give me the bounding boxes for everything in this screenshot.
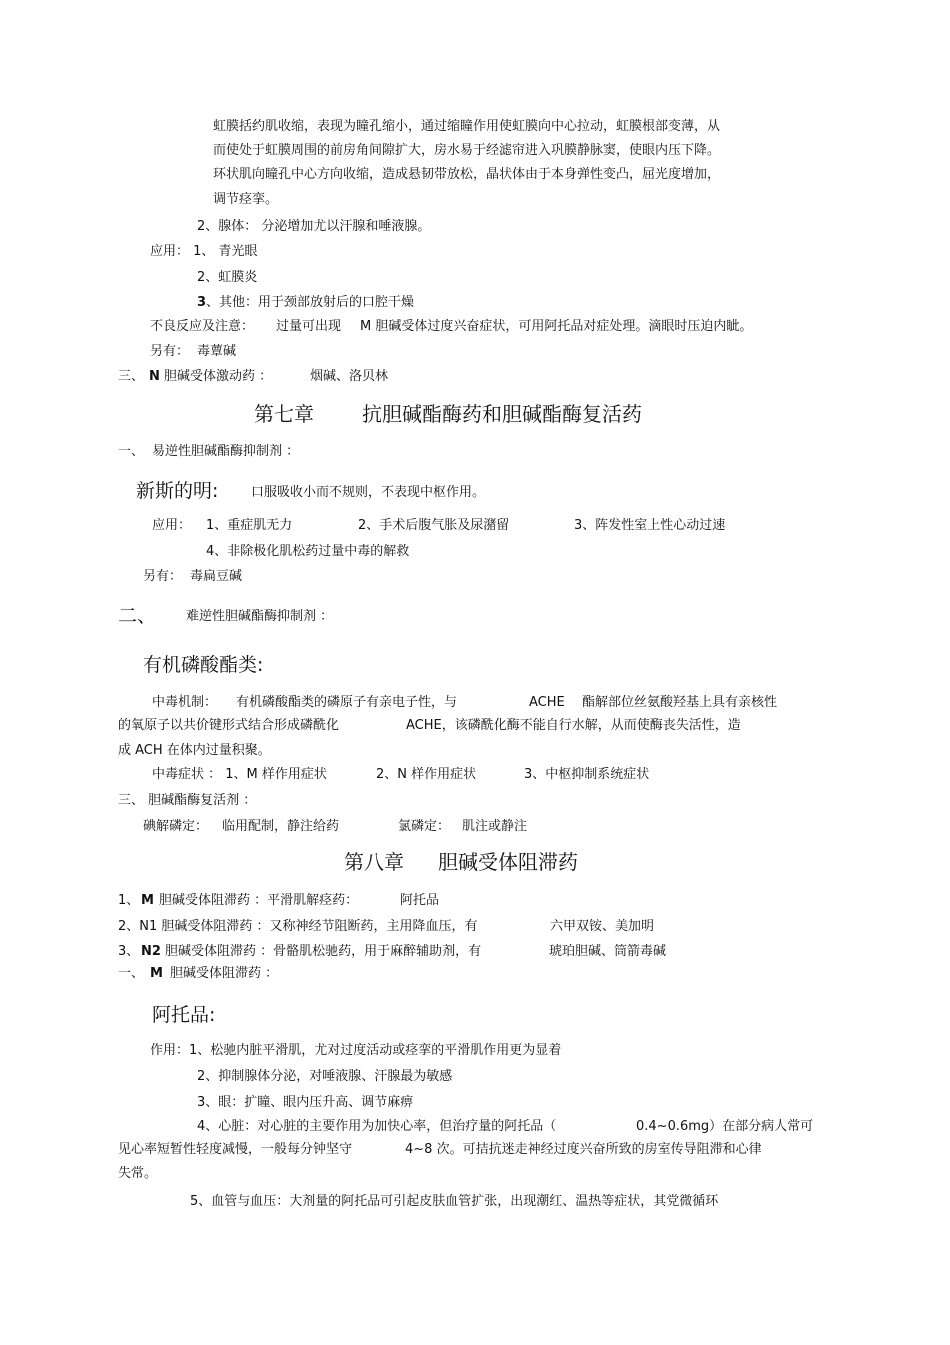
text-fragment: 琥珀胆碱、筒箭毒碱	[549, 944, 667, 959]
text-fragment: M	[150, 966, 163, 981]
section-heading: 难逆性胆碱酯酶抑制剂 ：	[186, 609, 334, 624]
text-line: 作用：1、松驰内脏平滑肌，尤对过度活动或痉挛的平滑肌作用更为显着	[150, 1043, 562, 1058]
text-line: 5、血管与血压：大剂量的阿托品可引起皮肤血管扩张，出现潮红、温热等症状，其党微循环	[190, 1194, 719, 1209]
text-line: 口服吸收小而不规则，不表现中枢作用。	[251, 485, 486, 500]
text-fragment: 酯解部位丝氨酸羟基上具有亲核性	[582, 695, 778, 710]
drug-heading: 有机磷酸酯类:	[143, 654, 264, 676]
text-line: M 胆碱受体过度兴奋症状，可用阿托品对症处理。滴眼时压迫内眦。	[360, 319, 753, 334]
text-line: 3、眼：扩瞳、眼内压升高、调节麻痹	[197, 1095, 414, 1110]
text-line: 、其他：用于颈部放射后的口腔干燥	[206, 295, 415, 310]
chapter-title: 第七章	[254, 402, 314, 426]
text-line: 虹膜括约肌收缩，表现为瞳孔缩小，通过缩瞳作用使虹膜向中心拉动，虹膜根部变薄，从	[213, 119, 721, 134]
text-fragment: 过量可出现	[276, 319, 342, 334]
text-fragment: 3、阵发性室上性心动过速	[574, 518, 726, 533]
text-fragment: 4、心脏：对心脏的主要作用为加快心率，但治疗量的阿托品（	[197, 1119, 557, 1134]
text-fragment: 2、N 样作用症状	[376, 767, 477, 782]
text-fragment: 胆碱受体阻滞药 ：平滑肌解痉药：	[159, 893, 359, 908]
text-fragment: 中毒机制：	[152, 695, 218, 710]
text-fragment: 胆碱受体阻滞药 ：骨骼肌松驰药，用于麻醉辅助剂，有	[165, 944, 482, 959]
chapter-title: 抗胆碱酯酶药和胆碱酯酶复活药	[362, 402, 642, 426]
text-line: 4、非除极化肌松药过量中毒的解救	[206, 544, 410, 559]
text-fragment: 的氧原子以共价键形式结合形成磷酰化	[118, 718, 340, 733]
text-fragment: 中毒症状 ： 1、M 样作用症状	[152, 767, 327, 782]
text-fragment: 3、中枢抑制系统症状	[524, 767, 650, 782]
text-fragment: 应用：	[152, 518, 192, 533]
text-fragment: 1、	[118, 893, 140, 908]
text-fragment: N	[149, 369, 160, 384]
text-fragment: M	[141, 893, 154, 908]
text-fragment: 氯磷定：	[398, 819, 451, 834]
text-fragment: 烟碱、洛贝林	[310, 369, 389, 384]
text-fragment: 2、手术后腹气胀及尿潴留	[358, 518, 510, 533]
drug-heading: 阿托品:	[152, 1004, 216, 1026]
text-fragment: 1、重症肌无力	[206, 518, 293, 533]
text-fragment: ACHE，该磷酰化酶不能自行水解，从而使酶丧失活性，造	[406, 718, 741, 733]
text-fragment: 肌注或静注	[462, 819, 528, 834]
text-fragment: 有机磷酸酯类的磷原子有亲电子性，与	[236, 695, 458, 710]
text-fragment: 六甲双铵、美加明	[550, 919, 655, 934]
chapter-title: 第八章	[344, 850, 404, 874]
text-line: 成 ACH 在体内过量积聚。	[118, 743, 271, 758]
text-fragment: 3	[197, 295, 207, 310]
text-line: 2、腺体： 分泌增加尤以汗腺和唾液腺。	[197, 219, 431, 234]
text-fragment: 3、	[118, 944, 140, 959]
text-line: 2、抑制腺体分泌，对唾液腺、汗腺最为敏感	[197, 1069, 453, 1084]
text-fragment: 不良反应及注意：	[150, 319, 255, 334]
text-line: 应用： 1、 青光眼	[150, 244, 258, 259]
text-fragment: 毒蕈碱	[197, 344, 237, 359]
text-line: 而使处于虹膜周围的前房角间隙扩大，房水易于经滤帘进入巩膜静脉窦，使眼内压下降。	[213, 143, 721, 158]
text-line: 2、虹膜炎	[197, 270, 258, 285]
text-fragment: 另有：	[150, 344, 190, 359]
text-line: 环状肌向瞳孔中心方向收缩，造成悬韧带放松，晶状体由于本身弹性变凸，屈光度增加，	[213, 167, 721, 182]
text-fragment: 阿托品	[400, 893, 440, 908]
text-fragment: 临用配制，静注给药	[222, 819, 340, 834]
chapter-title: 胆碱受体阻滞药	[438, 850, 578, 874]
text-fragment: 毒扁豆碱	[190, 569, 243, 584]
text-fragment: 二、	[118, 605, 157, 627]
text-fragment: ACHE	[529, 695, 565, 710]
text-fragment: N2	[141, 944, 161, 959]
text-fragment: 一、	[118, 444, 145, 459]
text-fragment: 见心率短暂性轻度减慢，一般每分钟坚守	[118, 1142, 353, 1157]
drug-heading: 新斯的明:	[136, 480, 219, 502]
text-fragment: 0.4~0.6mg）在部分病人常可	[636, 1119, 814, 1134]
text-fragment: 胆碱受体激动药 ：	[164, 369, 273, 384]
text-fragment: 碘解磷定：	[143, 819, 209, 834]
text-fragment: 2、N1 胆碱受体阻滞药 ：又称神经节阻断药，主用降血压，有	[118, 919, 478, 934]
section-heading: 胆碱受体阻滞药 ：	[170, 966, 279, 981]
text-fragment: 三、	[118, 369, 145, 384]
section-heading: 易逆性胆碱酯酶抑制剂 ：	[152, 444, 300, 459]
text-fragment: 一、	[118, 966, 145, 981]
text-fragment: 4~8 次。可拮抗迷走神经过度兴奋所致的房室传导阻滞和心律	[405, 1142, 762, 1157]
section-heading: 三、 胆碱酯酶复活剂 ：	[118, 793, 257, 808]
text-fragment: 另有：	[143, 569, 183, 584]
text-line: 失常。	[118, 1166, 158, 1181]
text-line: 调节痉挛。	[213, 192, 279, 207]
